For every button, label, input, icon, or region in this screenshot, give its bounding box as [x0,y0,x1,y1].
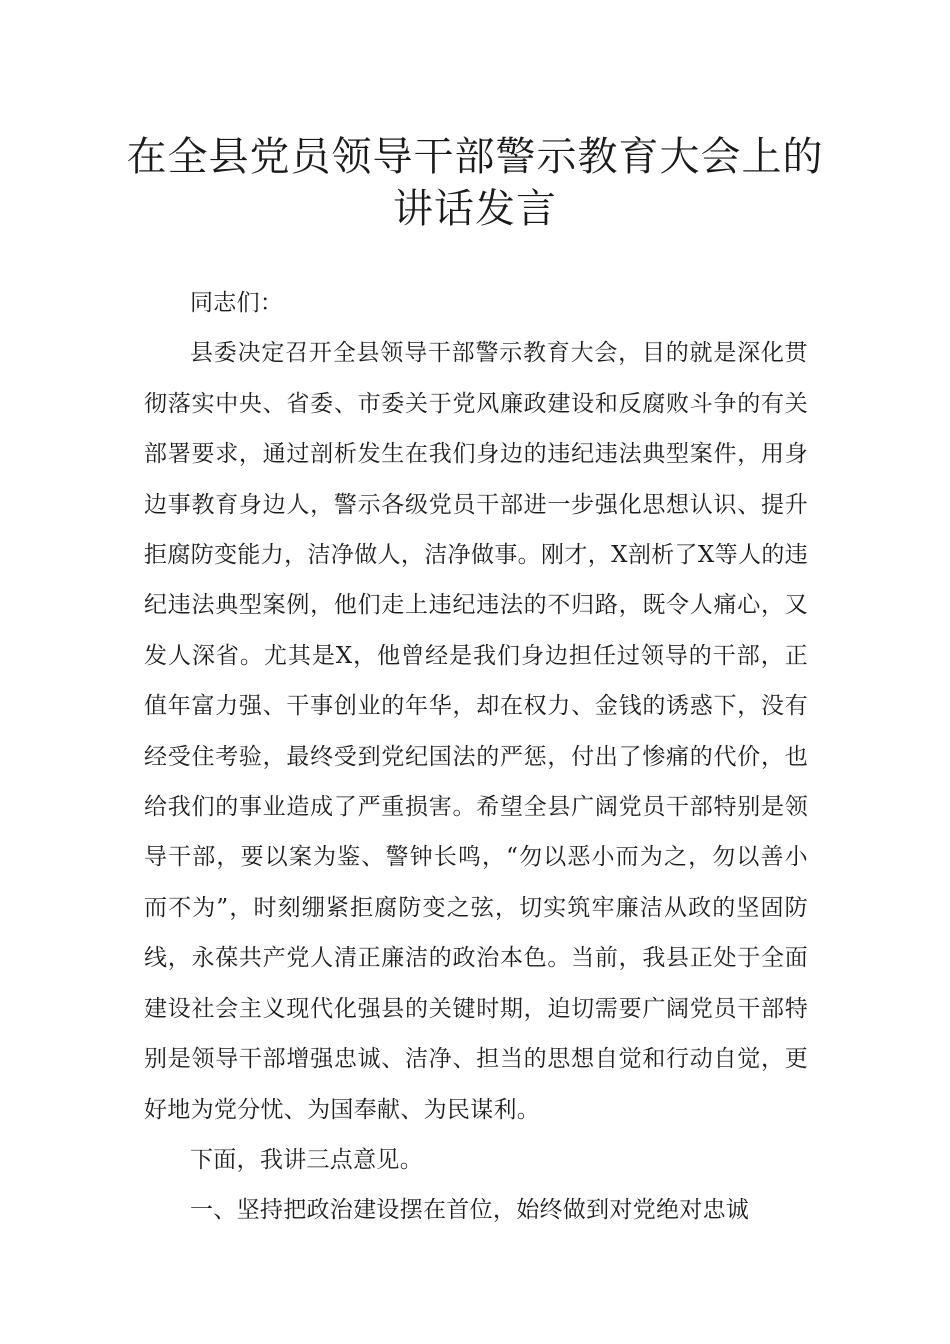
section-heading-1: 一、坚持把政治建设摆在首位，始终做到对党绝对忠诚 [190,1197,750,1224]
body-paragraph-2: 下面，我讲三点意见。 [190,1146,423,1173]
salutation: 同志们： [190,290,284,316]
document-title-line-2: 讲话发言 [393,186,557,232]
document-body [144,278,808,1236]
body-paragraph-1: 县委决定召开全县领导干部警示教育大会，目的就是深化贯彻落实中央、省委、市委关于党风廉政建设和反腐败斗争的有关部署要求，通过剖析发生在我们身边的违纪违法典型案件，用身边事教育身边人，警示各级党员干部进一步强化思想认识、提升拒腐防变能力，洁净做人，洁净做事。刚才，X剖析了X等人的违纪违法典型案例，他们走上违纪违法的不归路，既令人痛心，又发人深省。尤其是X，他曾经是我们身边担任过领导的干部，正值年富力强、干事创业的年华，却在权力、金钱的诱惑下，没有经受住考验，最终受到党纪国法的严惩，付出了惨痛的代价，也给我们的事业造成了严重损害。希望全县广阔党员干部特别是领导干部，要以案为鉴、警钟长鸣，“勿以恶小而为之，勿以善小而不为”，时刻绷紧拒腐防变之弦，切实筑牢廉洁从政的坚固防线，永葆共产党人清正廉洁的政治本色。当前，我县正处于全面建设社会主义现代化强县的关键时期，迫切需要广阔党员干部特别是领导干部增强忠诚、洁净、担当的思想自觉和行动自觉，更好地为党分忧、为国奉献、为民谋利。 [144,340,808,1123]
document-title-line-1: 在全县党员领导干部警示教育大会上的 [126,134,824,180]
